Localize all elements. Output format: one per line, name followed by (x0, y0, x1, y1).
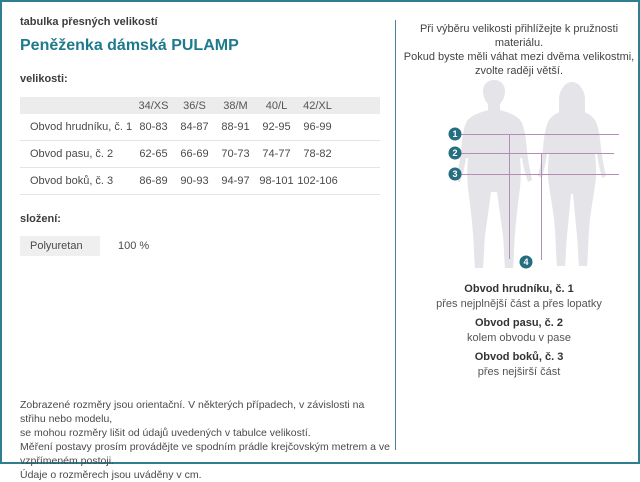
composition-material: Polyuretan (20, 236, 100, 256)
column-header-34xs: 34/XS (138, 99, 169, 112)
marker-3 (449, 168, 462, 181)
cell: 88-91 (221, 121, 250, 133)
column-header-36s: 36/S (183, 99, 206, 112)
column-header-42xl: 42/XL (303, 99, 332, 112)
advice-line: Pokud byste měli váhat mezi dvěma velikostmi, (403, 51, 635, 63)
legend-title-chest: Obvod hrudníku, č. 1 (464, 283, 574, 295)
row-label: Obvod boků, č. 3 (30, 175, 114, 187)
legend-desc-hips: přes nejširší část (477, 366, 561, 378)
size-table (20, 97, 380, 195)
table-row-hips (20, 168, 380, 195)
vertical-divider (395, 20, 396, 450)
note-line: Údaje o rozměrech jsou uváděny v cm. (20, 469, 202, 481)
legend-desc-chest: přes nejplnější část a přes lopatky (436, 298, 602, 310)
legend-title-waist: Obvod pasu, č. 2 (474, 317, 564, 329)
chart-heading: tabulka přesných velikostí (20, 16, 158, 28)
composition-percent: 100 % (118, 240, 150, 252)
cell: 78-82 (303, 148, 332, 160)
advice-line: Při výběru velikosti přihlížejte k pružnosti materiálu. (419, 23, 619, 49)
product-title: Peněženka dámská PULAMP (20, 37, 239, 54)
cell: 70-73 (221, 148, 250, 160)
body-measurement-diagram (432, 74, 632, 274)
note-line: se mohou rozměry lišit od údajů uvedených v tabulce velikostí. (20, 427, 311, 439)
size-info-column (20, 16, 382, 256)
marker-2 (449, 147, 462, 160)
cell: 66-69 (180, 148, 209, 160)
table-row-waist (20, 141, 380, 168)
note-line: Měření postavy prosím provádějte ve spodním prádle krejčovským metrem a ve vzpřímeném postoji. (20, 441, 390, 467)
legend-desc-waist: kolem obvodu v pase (467, 332, 571, 344)
measurement-legend (400, 283, 638, 378)
cell: 94-97 (221, 175, 250, 187)
note-line: Zobrazené rozměry jsou orientační. V některých případech, v závislosti na střihu nebo modelu, (20, 399, 365, 425)
composition-row (20, 236, 382, 256)
cell: 98-101 (259, 175, 294, 187)
cell: 84-87 (180, 121, 209, 133)
marker-4-number: 4 (523, 257, 529, 268)
marker-3-number: 3 (452, 169, 458, 180)
marker-1-number: 1 (452, 129, 458, 140)
marker-2-number: 2 (452, 148, 458, 159)
row-label: Obvod hrudníku, č. 1 (30, 121, 133, 133)
legend-title-hips: Obvod boků, č. 3 (474, 351, 564, 363)
cell: 92-95 (262, 121, 291, 133)
cell: 86-89 (139, 175, 168, 187)
row-label: Obvod pasu, č. 2 (30, 148, 114, 160)
cell: 74-77 (262, 148, 291, 160)
disclaimer-notes (20, 398, 392, 482)
marker-1 (449, 128, 462, 141)
size-table-header-row (20, 97, 380, 114)
cell: 90-93 (180, 175, 209, 187)
cell: 96-99 (303, 121, 332, 133)
table-row-chest (20, 114, 380, 141)
column-header-38m: 38/M (223, 99, 248, 112)
composition-section-label: složení: (20, 213, 61, 225)
column-header-40l: 40/L (265, 99, 288, 112)
cell: 80-83 (139, 121, 168, 133)
sizes-section-label: velikosti: (20, 73, 68, 85)
size-advice-text (400, 22, 638, 78)
cell: 62-65 (139, 148, 168, 160)
advice-line: zvolte raději větší. (474, 65, 564, 77)
marker-4 (520, 256, 533, 269)
cell: 102-106 (297, 175, 338, 187)
